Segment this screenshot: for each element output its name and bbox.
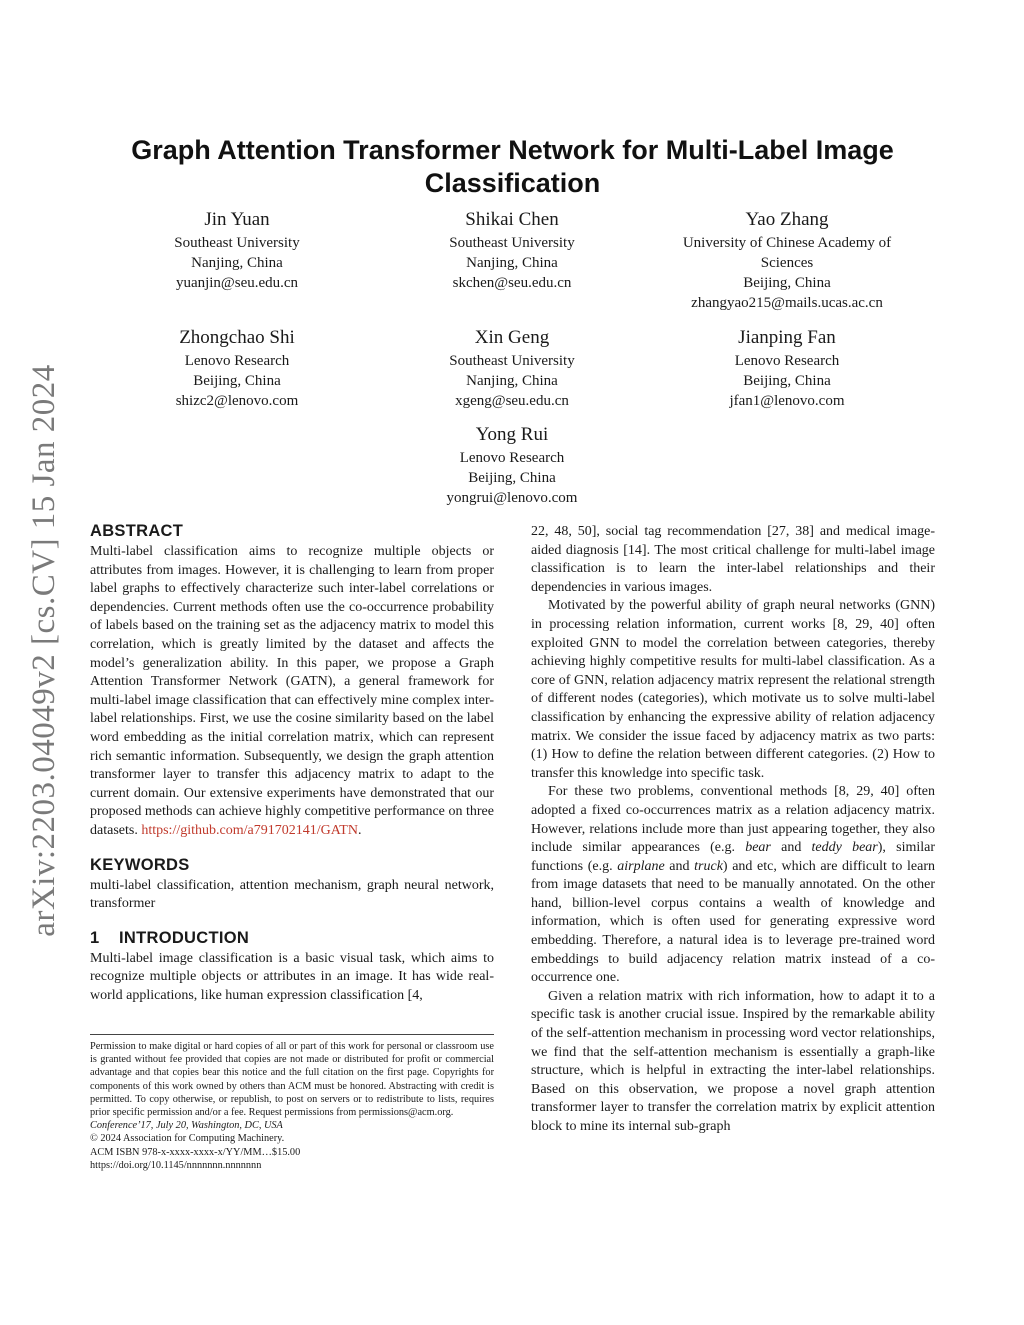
introduction-left-paragraph: Multi-label image classification is a basic visual task, which aims to recognize multiple objects or attributes in an image. It has wide real-world applications, like human expression classification [4, <box>90 950 494 1003</box>
author-block-yong-rui <box>377 423 647 508</box>
intro-paragraph-problems <box>531 783 935 988</box>
author-location: Nanjing, China <box>466 255 558 271</box>
author-location: Beijing, China <box>193 373 281 389</box>
author-location: Nanjing, China <box>466 373 558 389</box>
abstract-body: Multi-label classification aims to recognize multiple objects or attributes from images. However, it is challenging to learn from proper label graphs to effectively characterize such inter-label correlations or dependencies. Current methods often use the co-occurrence probability of labels based on the training set as the adjacency matrix to model this correlation, which is greatly limited by the dataset and affects the model’s generalization ability. In this paper, we propose a Graph Attention Transformer Network (GATN), a general framework for multi-label image classification that can effectively mine complex inter-label relationships. First, we use the cosine similarity based on the label word embedding as the initial correlation matrix, which can represent rich semantic information. Subsequently, we design the graph attention transformer layer to transfer this adjacency matrix to adapt to the current domain. Our extensive experiments have demonstrated that our proposed methods can achieve highly competitive performance on three datasets. <box>90 544 494 838</box>
author-name: Yao Zhang <box>745 209 829 230</box>
author-email: yongrui@lenovo.com <box>446 490 578 506</box>
author-affiliation: Southeast University <box>449 235 575 251</box>
author-affiliation: Lenovo Research <box>184 353 290 369</box>
author-location: Nanjing, China <box>191 255 283 271</box>
intro-text-part: ), similar functions (e.g. <box>531 840 936 874</box>
author-location: Beijing, China <box>468 470 556 486</box>
author-location: Beijing, China <box>743 275 831 291</box>
author-block-yao-zhang <box>652 208 922 313</box>
author-email: jfan1@lenovo.com <box>729 393 845 409</box>
paper-title: Graph Attention Transformer Network for Multi-Label Image Classification <box>131 135 894 198</box>
copyright-line: © 2024 Association for Computing Machinery. <box>90 1133 285 1145</box>
author-email: zhangyao215@mails.ucas.ac.cn <box>691 295 883 311</box>
intro-text-part: and <box>664 858 695 874</box>
abstract-link-suffix: . <box>357 822 362 838</box>
author-affiliation: Southeast University <box>174 235 300 251</box>
intro-italic-term: truck <box>694 858 723 874</box>
doi-line: https://doi.org/10.1145/nnnnnnn.nnnnnnn <box>90 1159 262 1171</box>
introduction-heading: 1 INTRODUCTION <box>90 928 250 947</box>
author-affiliation-cont: Sciences <box>760 255 814 271</box>
author-block-shikai-chen <box>377 208 647 293</box>
author-name: Shikai Chen <box>465 209 559 230</box>
abstract-heading: ABSTRACT <box>90 522 184 540</box>
author-email: yuanjin@seu.edu.cn <box>175 275 299 291</box>
author-affiliation: Lenovo Research <box>459 450 565 466</box>
left-column <box>90 519 494 1005</box>
intro-text-part: ) and etc, which are difficult to learn from image datasets that need to be manually annotated. On the other hand, billion-level corpus contains a wealth of knowledge and information, which is often used for generating expressive word embedding. Therefore, a natural idea is to leverage pre-trained word embeddings to build adjacency relation matrix instead of a co-occurrence one. <box>531 858 935 986</box>
intro-paragraph-continued: 22, 48, 50], social tag recommendation [27, 38] and medical image-aided diagnosis [14]. The most critical challenge for multi-label image classification is to learn the inter-label relationships and their dependencies in various images. <box>531 524 935 595</box>
conference-line: Conference’17, July 20, Washington, DC, USA <box>90 1120 283 1132</box>
keywords-heading: KEYWORDS <box>90 855 190 874</box>
isbn-line: ACM ISBN 978-x-xxxx-xxxx-x/YY/MM…$15.00 <box>90 1146 301 1158</box>
author-email: shizc2@lenovo.com <box>175 393 299 409</box>
author-name: Zhongchao Shi <box>179 327 295 348</box>
author-location: Beijing, China <box>743 373 831 389</box>
abstract-text <box>90 543 494 841</box>
right-column <box>531 523 935 1137</box>
author-email: skchen@seu.edu.cn <box>452 275 572 291</box>
author-email: xgeng@seu.edu.cn <box>455 393 569 409</box>
author-block-xin-geng <box>377 326 647 411</box>
author-name: Xin Geng <box>474 327 550 348</box>
author-affiliation: Lenovo Research <box>734 353 840 369</box>
permission-notice: Permission to make digital or hard copies of all or part of this work for personal or classroom use is granted without fee provided that copies are not made or distributed for profit or commercial advantage and that copies bear this notice and the full citation on the first page. Copyrights for components of this work owned by others than ACM must be honored. Abstracting with credit is permitted. To copy otherwise, or republish, to post on servers or to redistribute to lists, requires prior specific permission and/or a fee. Request permissions from permissions@acm.org. <box>90 1041 494 1119</box>
intro-text-part: and <box>770 840 812 856</box>
intro-italic-term: teddy bear <box>811 840 878 856</box>
author-affiliation: University of Chinese Academy of <box>682 235 892 251</box>
author-block-zhongchao-shi <box>102 326 372 411</box>
acm-footnote <box>90 1034 494 1172</box>
arxiv-side-identifier-wrap <box>24 350 64 950</box>
keywords-text: multi-label classification, attention mechanism, graph neural network, transformer <box>90 877 494 912</box>
author-block-jin-yuan <box>102 208 372 293</box>
author-name: Yong Rui <box>475 424 549 445</box>
arxiv-side-identifier: arXiv:2203.04049v2 [cs.CV] 15 Jan 2024 <box>25 363 62 937</box>
author-affiliation: Southeast University <box>449 353 575 369</box>
intro-italic-term: bear <box>745 840 771 856</box>
intro-italic-term: airplane <box>617 858 665 874</box>
author-block-jianping-fan <box>652 326 922 411</box>
author-name: Jin Yuan <box>204 209 270 230</box>
github-link[interactable]: https://github.com/a791702141/GATN <box>141 822 358 838</box>
intro-paragraph-gnn: Motivated by the powerful ability of graph neural networks (GNN) in processing relation information, current works [8, 29, 40] often exploited GNN to model the correlation between categories, thereby achieving highly competitive results for multi-label classification. As a core of GNN, relation adjacency matrix represent the relational strength of different nodes (categories), which motivate us to solve multi-label classification by enhancing the expressive ability of relation adjacency matrix. We consider the issue faced by adjacency matrix as two parts: (1) How to define the relation between different categories. (2) How to transfer this knowledge into specific task. <box>531 598 935 781</box>
intro-text-part: For these two problems, conventional methods [8, 29, 40] often adopted a fixed co-occurrences matrix as a relation adjacency matrix. However, relations include more than just appearing together, they also include similar appearances (e.g. <box>531 784 935 856</box>
author-name: Jianping Fan <box>738 327 836 348</box>
intro-paragraph-attention: Given a relation matrix with rich information, how to adapt it to a specific task is another crucial issue. Inspired by the remarkable ability of the self-attention mechanism in processing word vector relationships, we find that the self-attention mechanism is essentially a graph-like structure, which is helpful in extracting the inter-label relationships. Based on this observation, we propose a novel graph attention transformer layer to transfer the correlation matrix by explicit attention block to mine its internal sub-graph <box>531 988 935 1134</box>
